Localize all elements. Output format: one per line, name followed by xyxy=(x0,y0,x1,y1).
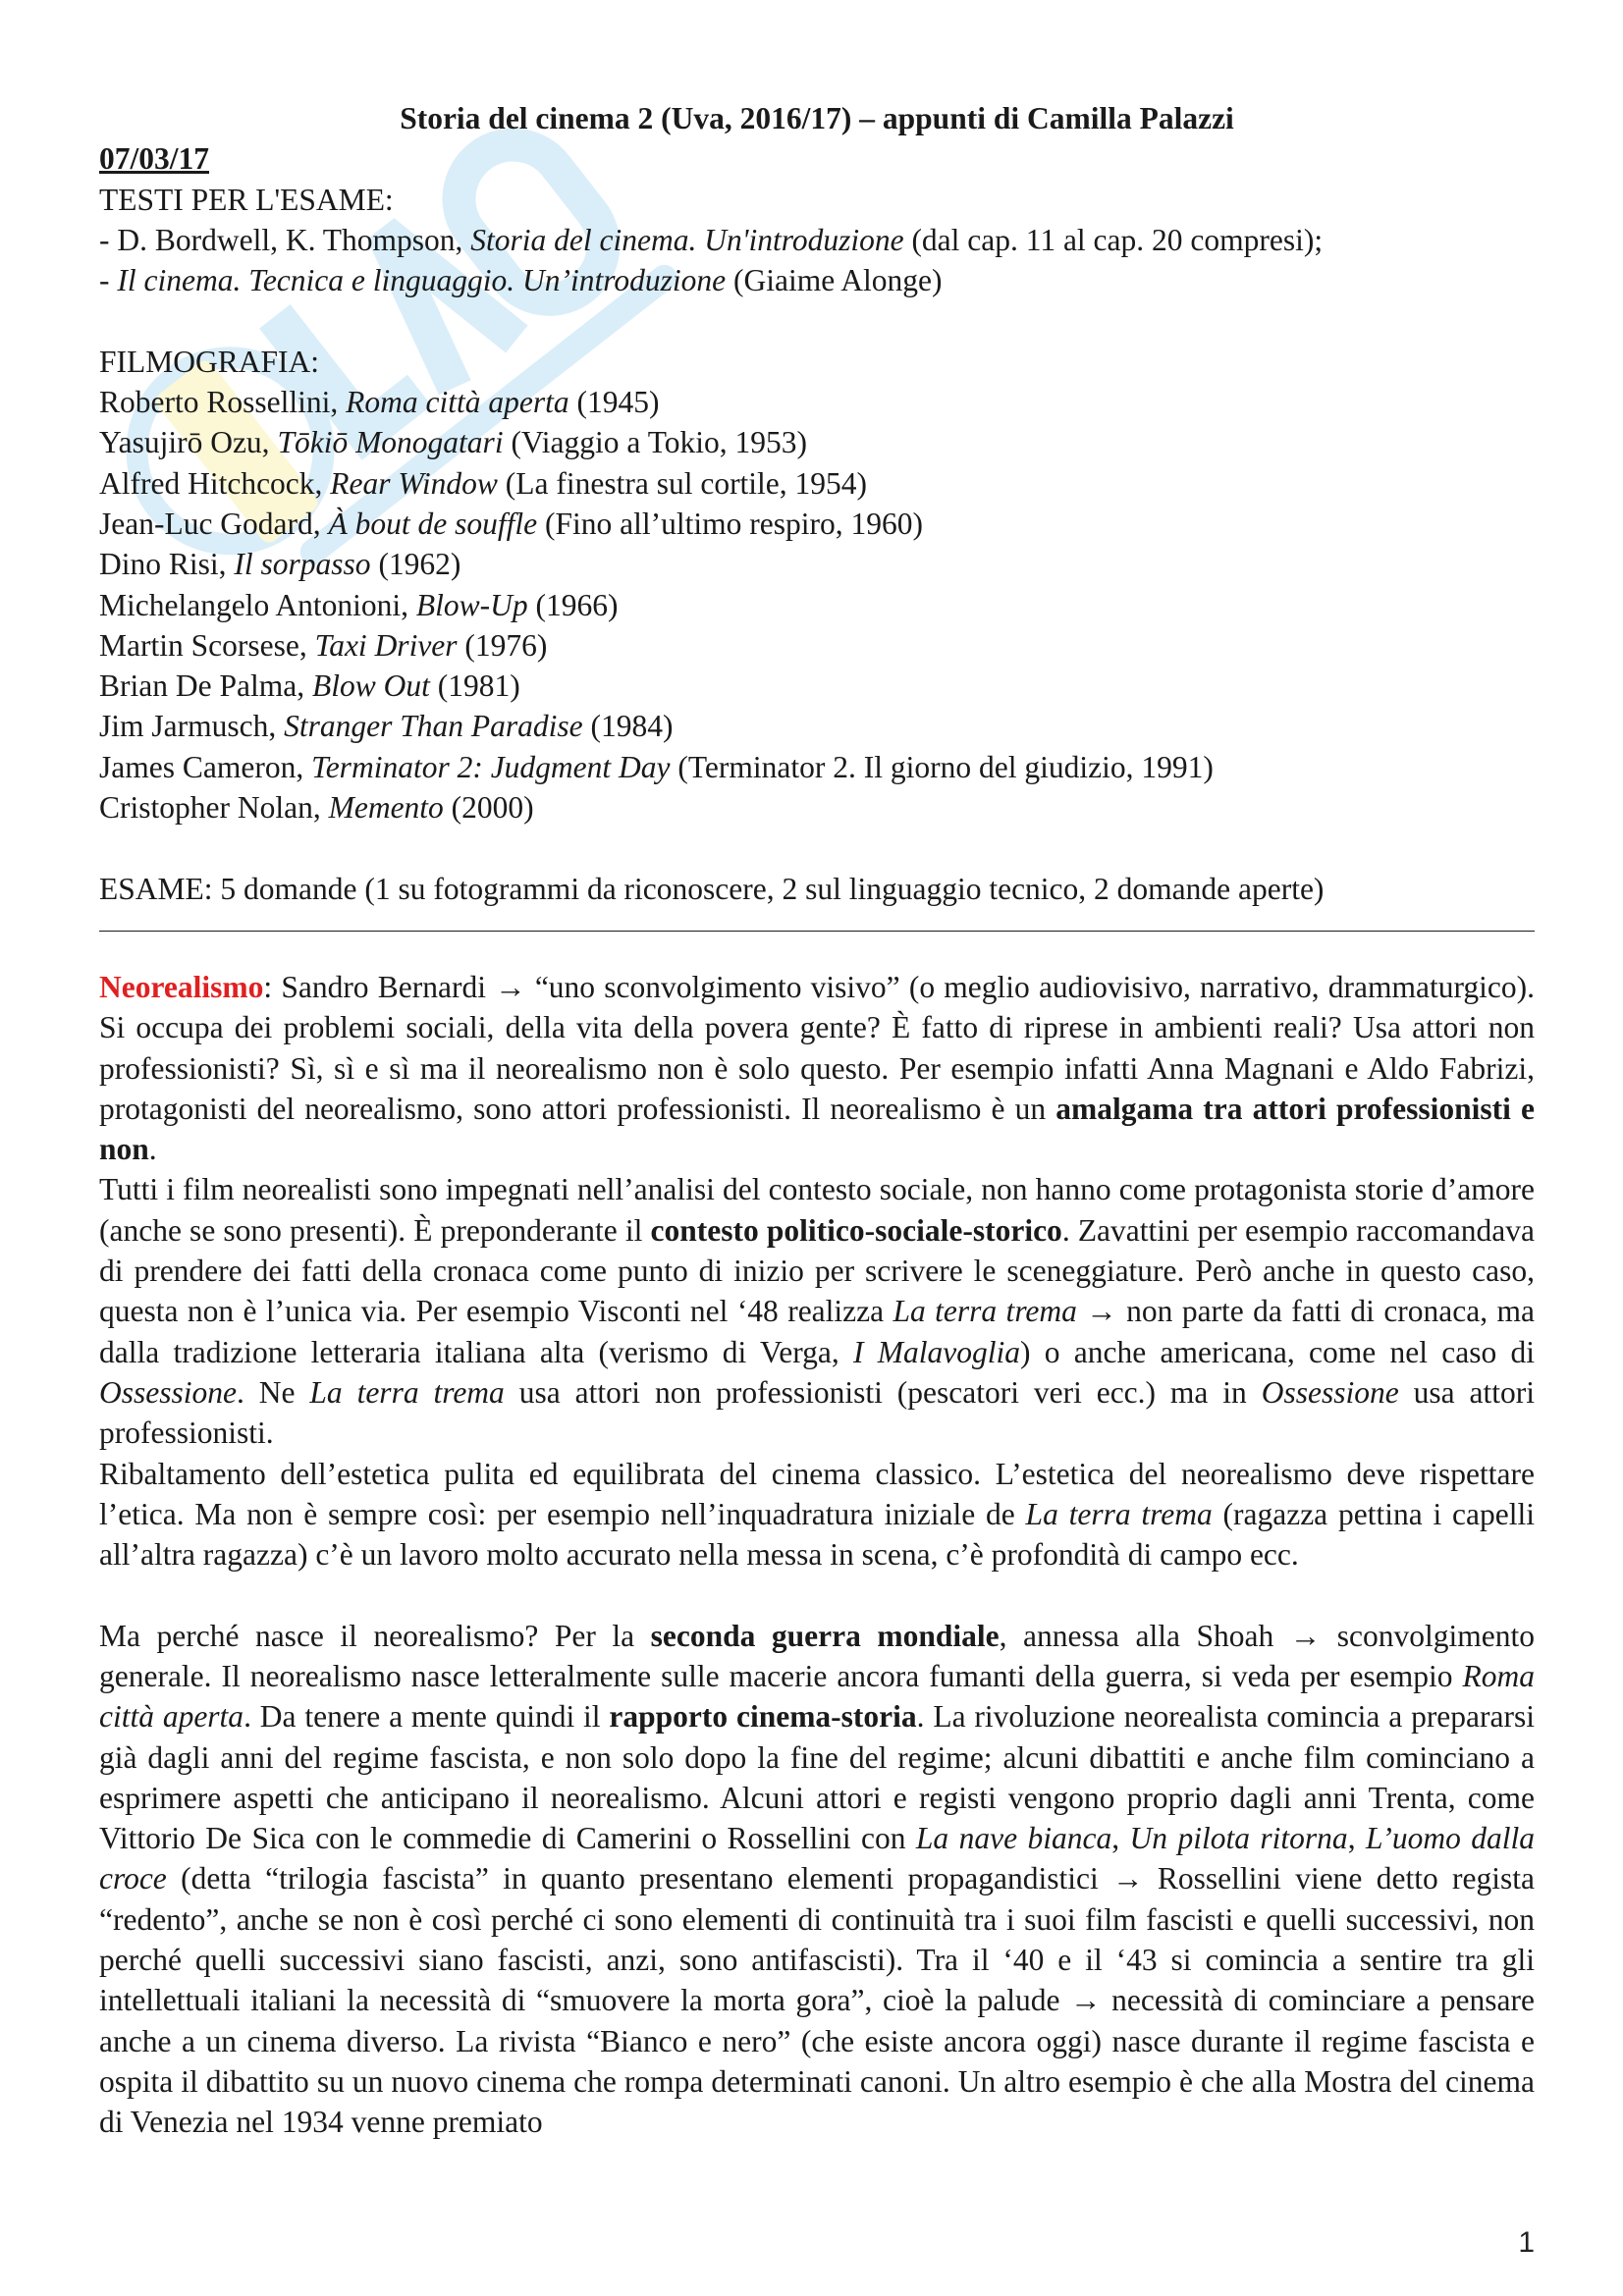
testi-section xyxy=(99,180,1535,301)
paragraph-contesto-sociale xyxy=(99,1169,1535,1453)
film-director: Jim Jarmusch, xyxy=(99,709,285,744)
testi-list xyxy=(99,220,1535,301)
film-director: Jean-Luc Godard, xyxy=(99,506,329,541)
testi-heading: TESTI PER L'ESAME: xyxy=(99,182,394,217)
text-run: → non parte da fatti di cronaca, ma dalla tradizione letteraria italiana alta (verismo di Verga, xyxy=(99,1294,1535,1369)
film-note: (Terminator 2. Il giorno del giudizio, 1991) xyxy=(670,749,1214,784)
text-run: usa attori non professionisti (pescatori veri ecc.) ma in xyxy=(504,1374,1262,1410)
film-director: Brian De Palma, xyxy=(99,668,312,704)
text-run: : Sandro Bernardi → “uno sconvolgimento visivo” (o meglio audiovisivo, narrativo, drammaturgico). Si occupa dei problemi sociali, della vita della povera gente? È fatto di riprese in ambienti reali? Usa attori non professionisti? Sì, sì e sì ma il neorealismo non è solo questo. Per esempio infatti Anna Magnani e Aldo Fabrizi, protagonisti del neorealismo, sono attori professionisti. Il neorealismo è un xyxy=(99,969,1535,1126)
film-title: Terminator 2: Judgment Day xyxy=(311,749,671,784)
page-number: 1 xyxy=(1518,2226,1535,2259)
film-item xyxy=(99,666,1535,706)
italic-title: La nave bianca xyxy=(915,1821,1112,1856)
text-run: , xyxy=(1111,1821,1130,1856)
section-divider xyxy=(99,931,1535,932)
film-title: Roma città aperta xyxy=(346,385,569,420)
film-item xyxy=(99,382,1535,422)
italic-title: L’uomo dalla croce xyxy=(99,1821,1536,1896)
paragraph-neorealismo-intro xyxy=(99,967,1535,1169)
film-note: (1945) xyxy=(568,385,660,420)
testo-prefix: - xyxy=(99,263,118,298)
film-note: (2000) xyxy=(443,790,534,826)
film-title: Rear Window xyxy=(330,465,498,501)
text-run: . La rivoluzione neorealista comincia a prepararsi già dagli anni del regime fascista, e non solo dopo la fine del regime; alcuni dibattiti e anche film cominciano a esprimere aspetti che anticipano il neorealismo. Alcuni attori e registi vengono proprio dagli anni Trenta, come Vittorio De Sica con le commedie di Camerini o Rossellini con xyxy=(99,1699,1535,1856)
film-item xyxy=(99,747,1535,787)
italic-title: Ossessione xyxy=(1261,1374,1399,1410)
film-note: (1962) xyxy=(370,547,461,582)
film-item xyxy=(99,463,1535,504)
document-content xyxy=(99,98,1535,2143)
testo-title: Storia del cinema. Un'introduzione xyxy=(470,222,904,257)
film-item xyxy=(99,787,1535,828)
film-note: (Fino all’ultimo respiro, 1960) xyxy=(537,506,923,541)
italic-title: La terra trema xyxy=(309,1374,505,1410)
text-run: . Zavattini per esempio raccomandava di prendere dei fatti della cronaca come punto di inizio per scrivere le sceneggiature. Però anche in questo caso, questa non è l’unica via. Per esempio Visconti nel ‘48 realizza xyxy=(99,1212,1535,1329)
text-run: , annessa alla Shoah → sconvolgimento generale. Il neorealismo nasce letteralmente sulle macerie ancora fumanti della guerra, si veda per esempio xyxy=(99,1618,1536,1693)
italic-title: La terra trema xyxy=(1025,1496,1213,1531)
text-run: . Da tenere a mente quindi il xyxy=(243,1699,610,1735)
film-note: (1984) xyxy=(582,709,674,744)
film-note: (1976) xyxy=(457,627,548,663)
text-run: usa attori professionisti. xyxy=(99,1374,1535,1451)
film-director: Michelangelo Antonioni, xyxy=(99,587,416,622)
film-director: Roberto Rossellini, xyxy=(99,385,347,420)
testo-prefix: - D. Bordwell, K. Thompson, xyxy=(99,222,471,257)
filmografia-heading: FILMOGRAFIA: xyxy=(99,344,320,379)
text-run: , xyxy=(1347,1821,1366,1856)
film-item xyxy=(99,504,1535,544)
testo-note: (Giaime Alonge) xyxy=(726,263,943,298)
bold-emphasis: amalgama tra attori professionisti e non xyxy=(99,1091,1535,1167)
italic-title: Roma città aperta xyxy=(99,1658,1535,1735)
film-title: À bout de souffle xyxy=(328,506,538,541)
testo-item xyxy=(99,260,1535,300)
film-title: Blow Out xyxy=(311,668,430,704)
film-note: (Viaggio a Tokio, 1953) xyxy=(503,425,807,460)
film-director: Dino Risi, xyxy=(99,547,235,582)
film-item xyxy=(99,706,1535,746)
bold-emphasis: rapporto cinema-storia xyxy=(609,1699,917,1735)
filmografia-section xyxy=(99,342,1535,828)
film-director: Alfred Hitchcock, xyxy=(99,465,331,501)
text-run: Ribaltamento dell’estetica pulita ed equilibrata del cinema classico. L’estetica del neorealismo deve rispettare l’etica. Ma non è sempre così: per esempio nell’inquadratura iniziale de xyxy=(99,1456,1535,1531)
esame-info: ESAME: 5 domande (1 su fotogrammi da riconoscere, 2 sul linguaggio tecnico, 2 domande aperte) xyxy=(99,871,1325,906)
text-run: ) o anche americana, come nel caso di xyxy=(1020,1334,1535,1369)
lecture-date: 07/03/17 xyxy=(99,141,210,177)
text-run: Tutti i film neorealisti sono impegnati nell’analisi del contesto sociale, non hanno come protagonista storie d’amore (anche se sono presenti). È preponderante il xyxy=(99,1172,1535,1248)
italic-title: I Malavoglia xyxy=(853,1334,1021,1369)
testo-item xyxy=(99,220,1535,260)
film-note: (1981) xyxy=(429,668,520,704)
film-director: Cristopher Nolan, xyxy=(99,790,329,826)
film-title: Taxi Driver xyxy=(314,627,458,663)
film-title: Memento xyxy=(328,790,444,826)
text-run: . Ne xyxy=(237,1374,310,1410)
film-director: James Cameron, xyxy=(99,749,312,784)
text-run: Ma perché nasce il neorealismo? Per la xyxy=(99,1618,651,1653)
italic-title: Un pilota ritorna xyxy=(1129,1821,1348,1856)
italic-title: Ossessione xyxy=(99,1374,237,1410)
text-run: (detta “trilogia fascista” in quanto presentano elementi propagandistici → Rossellini viene detto regista “redento”, anche se non è così perché ci sono elementi di continuità tra i suoi film fascisti e quelli successivi, non perché quelli successivi siano fascisti, anzi, sono antifascisti). Tra il ‘40 e il ‘43 si comincia a sentire tra gli intellettuali italiani la necessità di “smuovere la morta gora”, cioè la palude → necessità di cominciare a pensare anche a un cinema diverso. La rivista “Bianco e nero” (che esiste ancora oggi) nasce durante il regime fascista e ospita il dibattito su un nuovo cinema che rompa determinati canoni. Un altro esempio è che alla Mostra del cinema di Venezia nel 1934 venne premiato xyxy=(99,1861,1535,2140)
film-note: (La finestra sul cortile, 1954) xyxy=(497,465,868,501)
document-title: Storia del cinema 2 (Uva, 2016/17) – appunti di Camilla Palazzi xyxy=(400,101,1234,135)
film-title: Tōkiō Monogatari xyxy=(277,425,504,460)
testo-title: Il cinema. Tecnica e linguaggio. Un’introduzione xyxy=(117,263,727,298)
film-note: (1966) xyxy=(527,587,619,622)
paragraph-estetica xyxy=(99,1454,1535,1575)
film-item xyxy=(99,625,1535,666)
filmografia-list xyxy=(99,382,1535,828)
bold-emphasis: seconda guerra mondiale xyxy=(650,1618,1000,1653)
film-director: Martin Scorsese, xyxy=(99,627,315,663)
film-title: Blow-Up xyxy=(415,587,528,622)
testo-note: (dal cap. 11 al cap. 20 compresi); xyxy=(903,222,1324,257)
film-item xyxy=(99,422,1535,462)
text-run: . xyxy=(148,1132,157,1167)
bold-emphasis: contesto politico-sociale-storico xyxy=(650,1212,1062,1248)
italic-title: La terra trema xyxy=(893,1294,1077,1329)
text-run: (ragazza pettina i capelli all’altra ragazza) c’è un lavoro molto accurato nella messa in scena, c’è profondità di campo ecc. xyxy=(99,1496,1535,1573)
film-item xyxy=(99,585,1535,625)
film-title: Il sorpasso xyxy=(234,547,371,582)
film-item xyxy=(99,544,1535,584)
paragraph-origini xyxy=(99,1616,1535,2143)
red-keyword: Neorealismo xyxy=(99,969,264,1004)
film-title: Stranger Than Paradise xyxy=(284,709,583,744)
film-director: Yasujirō Ozu, xyxy=(99,425,278,460)
